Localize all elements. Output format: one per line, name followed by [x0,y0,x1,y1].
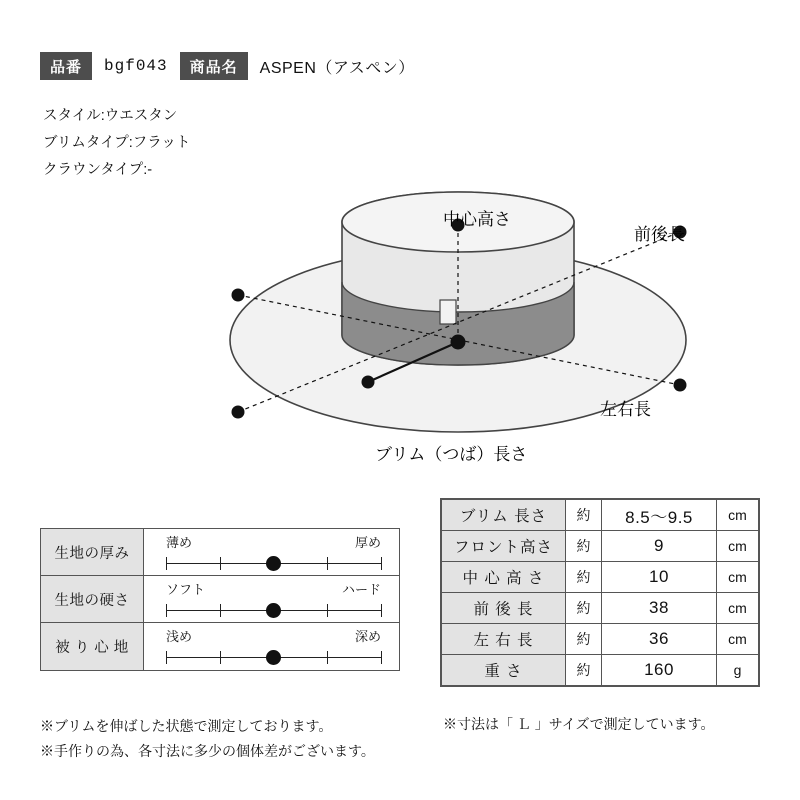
measure-unit-brim: cm [717,500,759,531]
spec-crown-type: クラウンタイプ:- [43,162,153,178]
note-handmade-variance: ※手作りの為、各寸法に多少の個体差がございます。 [40,743,375,759]
measure-name-frontback: 前 後 長 [442,593,566,624]
measurement-table [440,498,760,687]
slider-label-fit: 被 り 心 地 [41,623,144,670]
notes-left [40,714,375,764]
slider-end-left-stiffness: ソフト [166,582,206,597]
product-name-value: ASPEN（アスペン） [259,59,415,77]
slider-dot-thickness [266,556,281,571]
measure-unit-frontback: cm [717,593,759,624]
feel-slider-table [40,528,400,671]
spec-brim-type: ブリムタイプ:フラット [43,135,191,151]
slider-end-right-thickness: 厚め [354,535,381,550]
slider-end-right-stiffness: ハード [341,582,381,597]
measure-value-center: 10 [602,562,717,593]
table-row [442,624,759,655]
hat-illustration-svg [0,170,800,480]
slider-end-right-fit: 深め [354,629,381,644]
slider-track-thickness[interactable] [144,529,399,575]
slider-dot-fit [266,650,281,665]
measure-name-center: 中 心 高 さ [442,562,566,593]
slider-row-thickness [41,529,399,576]
measure-unit-weight: g [717,655,759,686]
measure-unit-center: cm [717,562,759,593]
notes-right [443,714,715,734]
measure-approx-frontback: 約 [566,593,602,624]
measure-unit-front: cm [717,531,759,562]
measure-value-weight: 160 [602,655,717,686]
measure-approx-leftright: 約 [566,624,602,655]
slider-label-stiffness: 生地の硬さ [41,576,144,622]
note-brim-stretched: ※ブリムを伸ばした状態で測定しております。 [40,718,333,734]
measure-name-weight: 重 さ [442,655,566,686]
slider-row-fit [41,623,399,670]
slider-end-left-fit: 浅め [166,629,193,644]
note-measured-size: ※寸法は「 Ｌ 」サイズで測定しています。 [443,716,715,732]
measure-unit-leftright: cm [717,624,759,655]
slider-row-stiffness [41,576,399,623]
product-code-label: 品番 [40,52,92,80]
table-row [442,562,759,593]
header [40,52,760,80]
table-row [442,500,759,531]
slider-end-left-thickness: 薄め [166,535,193,550]
product-code-value: bgf043 [104,57,168,75]
slider-label-thickness: 生地の厚み [41,529,144,575]
table-row [442,593,759,624]
measure-name-brim: ブリム 長さ [442,500,566,531]
label-brim-length: ブリム（つば）長さ [375,445,528,464]
spec-style: スタイル:ウエスタン [43,108,178,124]
label-left-right: 左右長 [600,400,651,419]
label-center-height: 中心高さ [443,210,511,229]
measure-value-leftright: 36 [602,624,717,655]
measure-approx-front: 約 [566,531,602,562]
product-name-label: 商品名 [180,52,248,80]
measure-name-leftright: 左 右 長 [442,624,566,655]
slider-dot-stiffness [266,603,281,618]
label-front-back: 前後長 [634,225,685,244]
hat-diagram [0,170,800,480]
measure-value-frontback: 38 [602,593,717,624]
measure-name-front: フロント高さ [442,531,566,562]
measure-approx-brim: 約 [566,500,602,531]
measure-value-front: 9 [602,531,717,562]
measure-approx-center: 約 [566,562,602,593]
slider-track-stiffness[interactable] [144,576,399,622]
slider-track-fit[interactable] [144,623,399,670]
table-row [442,531,759,562]
measure-value-brim: 8.5〜9.5 [602,500,717,531]
table-row [442,655,759,686]
measure-approx-weight: 約 [566,655,602,686]
